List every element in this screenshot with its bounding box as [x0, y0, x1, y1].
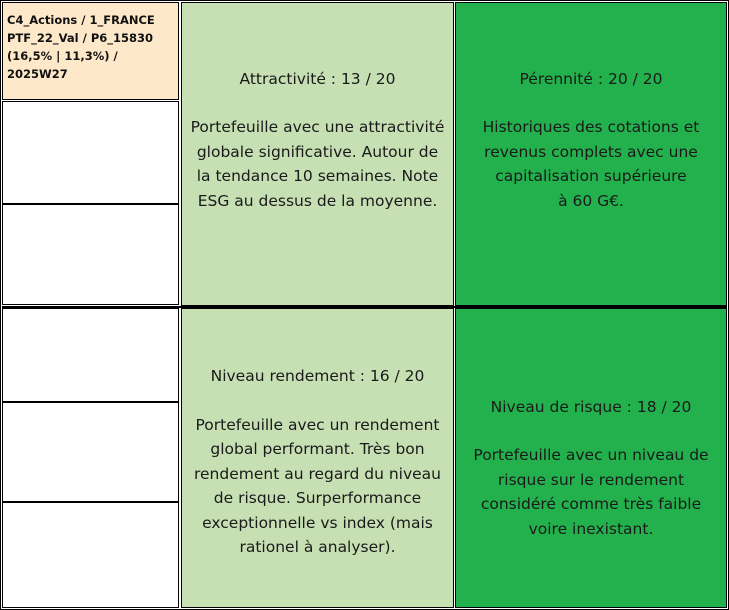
description-line: à 60 G€.	[558, 191, 624, 210]
attractivite-title: Attractivité : 13 / 20	[239, 69, 396, 88]
rendement-title: Niveau rendement : 16 / 20	[210, 367, 425, 386]
risque-card	[455, 308, 727, 608]
blank-cell	[2, 308, 179, 402]
attractivite-description	[191, 115, 445, 213]
description-line: voire inexistant.	[528, 519, 654, 538]
description-line: risque sur le rendement	[497, 470, 685, 489]
description-line: de risque. Surperformance	[213, 489, 422, 508]
header-line: C4_Actions / 1_FRANCE	[7, 13, 155, 27]
portfolio-header	[2, 2, 179, 100]
description-line: Portefeuille avec une attractivité	[190, 118, 445, 137]
blank-cell	[2, 101, 179, 204]
description-line: la tendance 10 semaines. Note	[196, 167, 439, 186]
header-line: 2025W27	[7, 67, 68, 81]
description-line: considéré comme très faible	[480, 495, 702, 514]
description-line: exceptionnelle vs index (mais	[202, 513, 433, 532]
description-line: revenus complets avec une	[484, 142, 698, 161]
perennite-card	[455, 2, 727, 306]
perennite-description	[483, 115, 700, 213]
blank-cell	[2, 204, 179, 305]
description-line: globale significative. Autour de	[196, 142, 439, 161]
header-line: PTF_22_Val / P6_15830	[7, 31, 154, 45]
description-line: Portefeuille avec un rendement	[195, 415, 440, 434]
description-line: rendement au regard du niveau	[193, 464, 441, 483]
rendement-description	[194, 413, 441, 560]
description-line: Historiques des cotations et	[482, 118, 700, 137]
description-line: capitalisation supérieure	[495, 167, 687, 186]
attractivite-card	[181, 2, 454, 306]
description-line: Portefeuille avec un niveau de	[473, 446, 709, 465]
rendement-card	[181, 308, 454, 608]
header-line: (16,5% | 11,3%) /	[7, 49, 118, 63]
risque-title: Niveau de risque : 18 / 20	[490, 397, 692, 416]
description-line: rationel à analyser).	[239, 538, 396, 557]
description-line: ESG au dessus de la moyenne.	[197, 191, 438, 210]
perennite-title: Pérennité : 20 / 20	[519, 69, 663, 88]
blank-cell	[2, 402, 179, 502]
blank-cell	[2, 502, 179, 608]
risque-description	[473, 443, 708, 541]
description-line: global performant. Très bon	[210, 440, 425, 459]
